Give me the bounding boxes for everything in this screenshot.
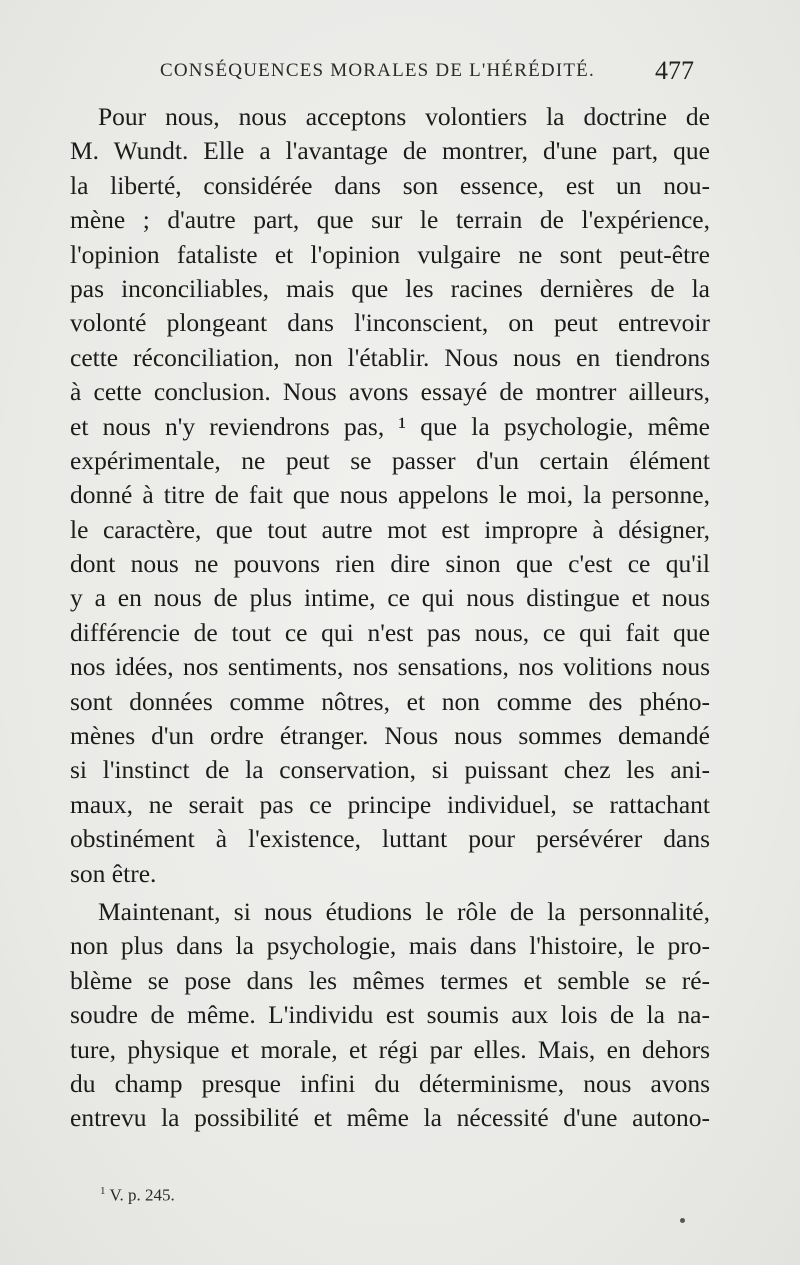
footnote <box>100 1185 175 1206</box>
text-line: cette réconciliation, non l'établir. Nous nous en tiendrons <box>70 342 710 372</box>
text-line: à cette conclusion. Nous avons essayé de montrer ailleurs, <box>70 377 710 407</box>
paragraph <box>70 895 710 1136</box>
text-line: ture, physique et morale, et régi par elles. Mais, en dehors <box>70 1034 710 1064</box>
text-line: obstinément à l'existence, luttant pour persévérer dans <box>70 824 710 854</box>
text-line: la liberté, considérée dans son essence, est un nou- <box>70 170 710 200</box>
text-line: volonté plongeant dans l'inconscient, on peut entrevoir <box>70 308 710 338</box>
text-line: le caractère, que tout autre mot est impropre à désigner, <box>70 514 710 544</box>
text-line: Pour nous, nous acceptons volontiers la doctrine de <box>98 102 710 131</box>
text-line: nos idées, nos sentiments, nos sensations, nos volitions nous <box>70 652 710 682</box>
text-line: dont nous ne pouvons rien dire sinon que c'est ce qu'il <box>70 549 710 579</box>
text-line: si l'instinct de la conservation, si puissant chez les ani- <box>70 755 710 785</box>
text-line: du champ presque infini du déterminisme, nous avons <box>70 1068 710 1098</box>
text-line: donné à titre de fait que nous appelons le moi, la personne, <box>70 480 710 510</box>
paragraph <box>70 100 710 891</box>
print-speck <box>680 1218 685 1223</box>
footnote-text: V. p. 245. <box>109 1185 175 1205</box>
text-line: non plus dans la psychologie, mais dans l'histoire, le pro- <box>70 931 710 961</box>
text-line: y a en nous de plus intime, ce qui nous distingue et nous <box>70 583 710 613</box>
body-text <box>70 100 710 1136</box>
text-line: M. Wundt. Elle a l'avantage de montrer, d'une part, que <box>70 136 710 166</box>
footnote-marker: 1 <box>100 1185 106 1197</box>
page-number: 477 <box>655 56 694 85</box>
text-line: Maintenant, si nous étudions le rôle de la personnalité, <box>98 896 710 926</box>
text-line: l'opinion fataliste et l'opinion vulgaire ne sont peut-être <box>70 239 710 269</box>
text-line: expérimentale, ne peut se passer d'un certain élément <box>70 445 710 475</box>
text-line: son être. <box>70 858 157 888</box>
text-line: différencie de tout ce qui n'est pas nous, ce qui fait que <box>70 617 710 647</box>
text-line: blème se pose dans les mêmes termes et semble se ré- <box>70 965 710 995</box>
text-line: mènes d'un ordre étranger. Nous nous sommes demandé <box>70 721 710 751</box>
text-line: entrevu la possibilité et même la nécessité d'une autono- <box>70 1103 710 1133</box>
running-title: CONSÉQUENCES MORALES DE L'HÉRÉDITÉ. <box>160 60 595 81</box>
text-line: pas inconciliables, mais que les racines dernières de la <box>70 273 710 303</box>
text-line: et nous n'y reviendrons pas, ¹ que la psychologie, même <box>70 411 710 441</box>
text-line: sont données comme nôtres, et non comme des phéno- <box>70 686 710 716</box>
text-line: mène ; d'autre part, que sur le terrain de l'expérience, <box>70 205 710 235</box>
text-line: maux, ne serait pas ce principe individuel, se rattachant <box>70 789 710 819</box>
text-line: soudre de même. L'individu est soumis aux lois de la na- <box>70 1000 710 1030</box>
